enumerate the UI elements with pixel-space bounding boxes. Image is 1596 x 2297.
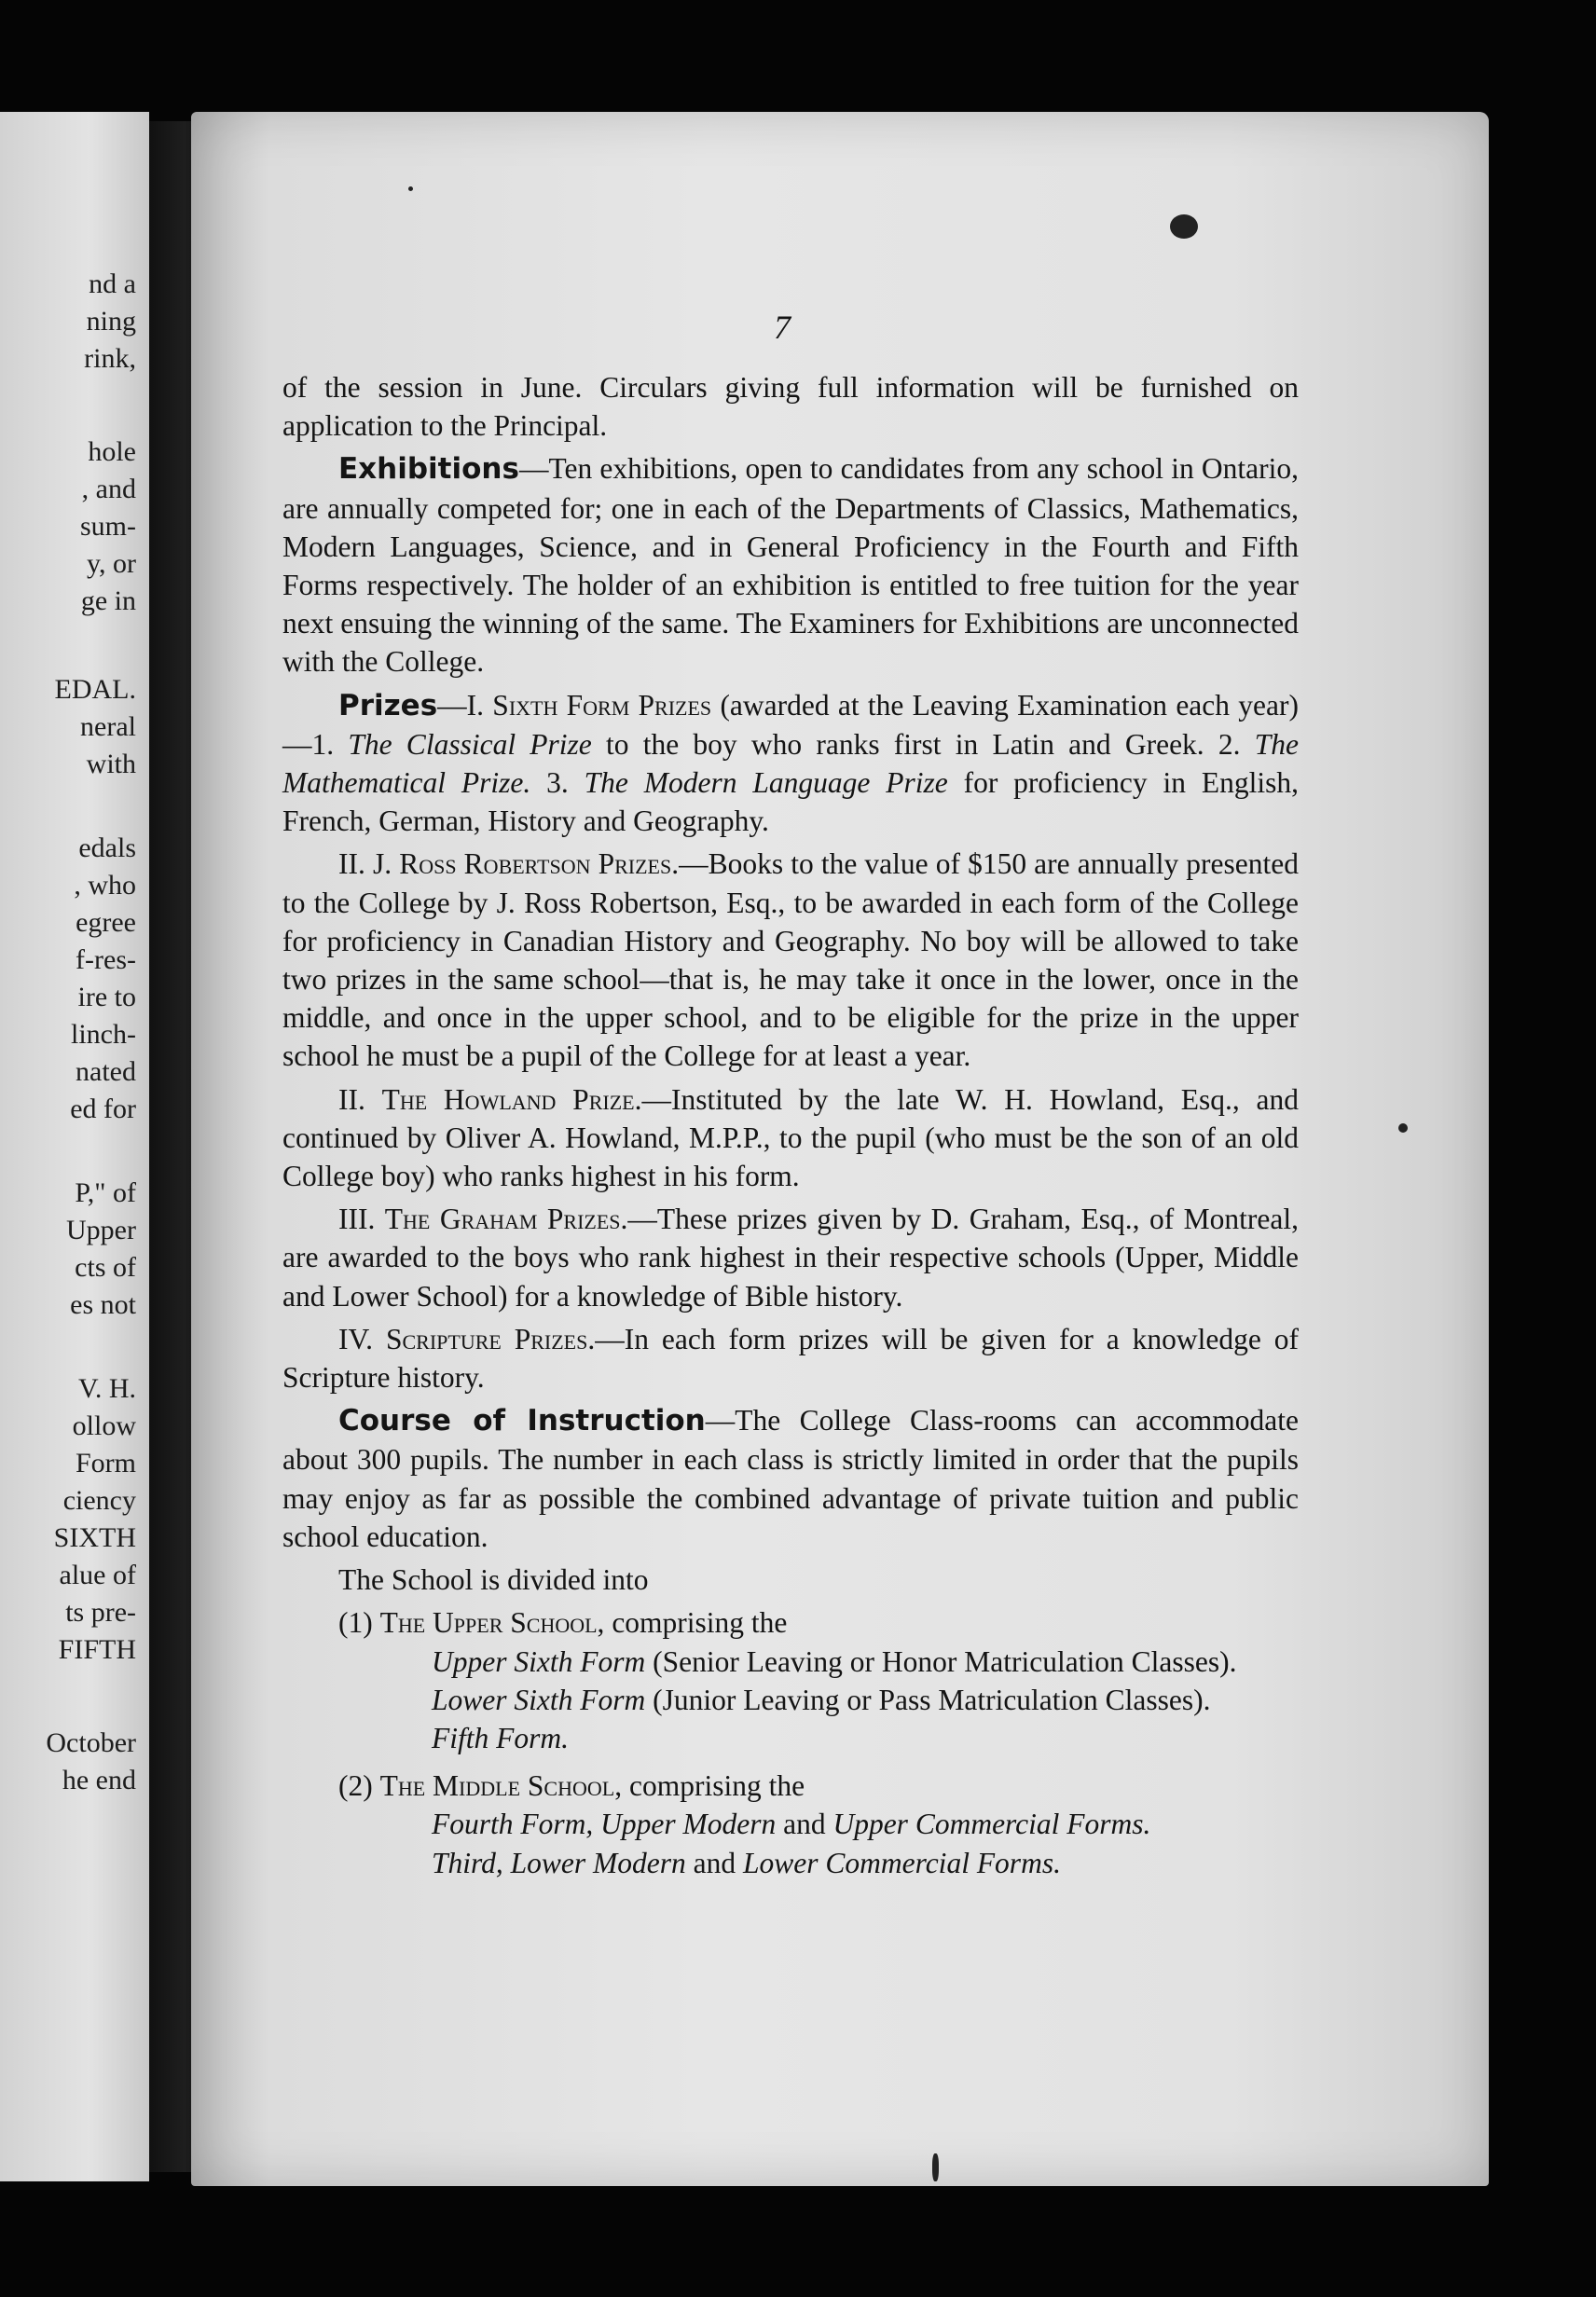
left-page-fragment: ed for — [70, 1093, 136, 1124]
form-line — [432, 1643, 1299, 1681]
left-page-fragment: FIFTH — [58, 1634, 136, 1665]
prizes-heading: Prizes — [338, 688, 438, 722]
form-line — [432, 1719, 1299, 1757]
form-line — [432, 1805, 1299, 1843]
paragraph-howland — [282, 1080, 1299, 1196]
left-page-fragment: f-res- — [76, 944, 136, 975]
left-page-fragment: alue of — [59, 1560, 136, 1590]
form-sep — [593, 1808, 600, 1840]
exhibitions-body: —Ten exhibitions, open to candidates from any school in Ontario, are annually competed for; one in each of the Departments of Classics, Mathematics, Modern Languages, Science, and in General Proficiency in the Fourth and Fifth Forms respectively. The holder of an exhibition is entitled to free tuition for the year next ensuing the winning of the same. The Examiners for Exhibitions are unconnected with the College. — [282, 452, 1299, 679]
paragraph-prizes — [282, 686, 1299, 841]
form-name: Upper Sixth Form — [432, 1644, 646, 1678]
form-name: Fifth Form. — [432, 1721, 569, 1754]
paragraph-course — [282, 1401, 1299, 1556]
form-sep: and — [776, 1808, 833, 1841]
exhibitions-heading: Exhibitions — [338, 452, 519, 487]
ross-number: II. — [338, 847, 373, 881]
howland-number: II. — [338, 1082, 382, 1116]
left-page-fragment: linch- — [71, 1019, 136, 1050]
paragraph-session: of the session in June. Circulars giving full information will be furnished on application to the Principal. — [282, 371, 1299, 443]
page-number: 7 — [774, 309, 791, 346]
middle-school-name: The Middle School, — [379, 1769, 623, 1803]
middle-school-list — [338, 1767, 1299, 1882]
ross-body: —Books to the value of $150 are annually presented to the College by J. Ross Robertson, Esq., to be awarded in each form of the College for proficiency in Canadian History and Geography. No boy will be allowed to take two prizes in the same school—that is, he may take it once in the lower, once in the middle, and once in the upper school, and to be eligible for the prize in the upper school he must be a pupil of the College for at least a year. — [282, 847, 1300, 1073]
left-page-fragment: ciency — [62, 1485, 136, 1516]
sixth-form-prizes-label: Sixth Form Prizes — [492, 688, 712, 722]
course-body: —The College Class-rooms can accommodate about 300 pupils. The number in each class is strictly limited in order that the pupils may enjoy as far as possible the combined advantage of private tuition and public school education. — [282, 1404, 1300, 1553]
form-sep: and — [685, 1846, 743, 1879]
form-name: Third, — [432, 1846, 503, 1879]
left-page-fragment: edals — [78, 832, 136, 863]
left-page-fragment: , and — [81, 474, 136, 504]
mathematical-prize-label: The Mathematical Prize. — [282, 727, 1299, 800]
classical-prize-label: The Classical Prize — [348, 727, 592, 761]
left-page-fragment: sum- — [80, 511, 136, 542]
middle-school-entry — [338, 1767, 1299, 1805]
left-page-fragment: SIXTH — [53, 1522, 136, 1553]
left-page-fragment: ts pre- — [65, 1597, 136, 1628]
form-name: Lower Modern — [510, 1846, 686, 1879]
left-page-fragment: he end — [62, 1765, 136, 1795]
graham-prizes-label: The Graham Prizes. — [384, 1203, 628, 1236]
upper-school-list — [338, 1603, 1299, 1757]
paragraph-graham — [282, 1200, 1299, 1315]
prizes-text-b: (awarded at the Leaving Examination each year)—1. — [282, 688, 1299, 761]
scripture-prizes-label: Scripture Prizes. — [385, 1322, 596, 1355]
form-desc: (Junior Leaving or Pass Matriculation Classes). — [645, 1683, 1211, 1716]
form-desc: (Senior Leaving or Honor Matriculation Classes). — [645, 1644, 1237, 1678]
modern-language-prize-label: The Modern Language Prize — [584, 766, 948, 800]
course-heading: Course of Instruction — [338, 1404, 706, 1438]
prizes-text-a: —I. — [437, 688, 493, 722]
left-page-fragment: cts of — [75, 1252, 136, 1283]
left-page-fragment: ollow — [72, 1410, 136, 1441]
upper-school-tail: comprising the — [604, 1606, 788, 1640]
paragraph-divided: The School is divided into — [338, 1563, 649, 1597]
paragraph-exhibitions — [282, 449, 1299, 681]
form-name: Upper Commercial Forms. — [832, 1808, 1151, 1841]
ross-robertson-label: J. Ross Robertson Prizes. — [372, 847, 680, 881]
left-page-fragment: y, or — [86, 548, 136, 579]
scripture-body: —In each form prizes will be given for a knowledge of Scripture history. — [282, 1322, 1299, 1395]
howland-prize-label: The Howland Prize. — [381, 1082, 642, 1116]
upper-school-entry — [338, 1603, 1299, 1642]
graham-body: —These prizes given by D. Graham, Esq., of Montreal, are awarded to the boys who rank highest in their respective schools (Upper, Middle and Lower School) for a knowledge of Bible history. — [282, 1203, 1299, 1313]
left-page-fragment: , who — [74, 870, 136, 901]
form-name: Lower Sixth Form — [432, 1683, 646, 1716]
ink-blot — [1170, 214, 1198, 239]
left-page-fragment: October — [46, 1727, 136, 1758]
form-line — [432, 1681, 1299, 1719]
prizes-text-d: 3. — [530, 766, 585, 800]
ink-speck — [408, 186, 413, 191]
prizes-text-e: for proficiency in English, French, German, History and Geography. — [282, 766, 1299, 838]
form-name: Lower Commercial Forms. — [742, 1846, 1061, 1879]
ink-speck — [932, 2153, 939, 2181]
paragraph-scripture — [282, 1320, 1299, 1396]
paragraph-ross-robertson — [282, 845, 1299, 1075]
left-page-fragment: ge in — [80, 585, 136, 616]
prizes-text-c: to the boy who ranks first in Latin and Greek. 2. — [591, 727, 1255, 761]
form-name: Fourth Form, — [432, 1808, 594, 1841]
page-body-text — [282, 368, 1299, 1882]
scripture-number: IV. — [338, 1322, 386, 1355]
form-sep — [503, 1847, 511, 1879]
left-page-fragment: es not — [70, 1289, 136, 1320]
upper-school-number: (1) — [338, 1606, 380, 1640]
howland-body: —Instituted by the late W. H. Howland, Esq., and continued by Oliver A. Howland, M.P.P., to the pupil (who must be the son of an old College boy) who ranks highest in his form. — [282, 1082, 1299, 1193]
left-page-fragment: EDAL. — [54, 674, 136, 705]
middle-school-number: (2) — [338, 1769, 380, 1803]
left-page-fragment: hole — [88, 436, 136, 467]
left-page-fragment: neral — [80, 711, 136, 742]
left-page-fragment: V. H. — [78, 1373, 136, 1404]
left-page-fragment: P," of — [75, 1177, 136, 1208]
left-page-fragment: rink, — [84, 343, 136, 374]
graham-number: III. — [338, 1203, 385, 1236]
left-page-fragment: ning — [86, 306, 136, 337]
left-page-fragment: Upper — [66, 1215, 136, 1245]
left-page-fragment: nd a — [89, 268, 136, 299]
previous-page-strip — [0, 112, 149, 2181]
form-name: Upper Modern — [600, 1808, 777, 1841]
left-page-fragment: with — [86, 749, 136, 779]
left-page-fragment: nated — [76, 1056, 136, 1087]
upper-school-name: The Upper School, — [379, 1606, 605, 1640]
left-page-fragment: ire to — [77, 982, 136, 1012]
left-page-fragment: Form — [75, 1448, 136, 1479]
middle-school-tail: comprising the — [622, 1769, 805, 1803]
ink-speck — [1398, 1123, 1408, 1133]
form-line — [432, 1844, 1299, 1882]
left-page-fragment: egree — [76, 907, 136, 938]
